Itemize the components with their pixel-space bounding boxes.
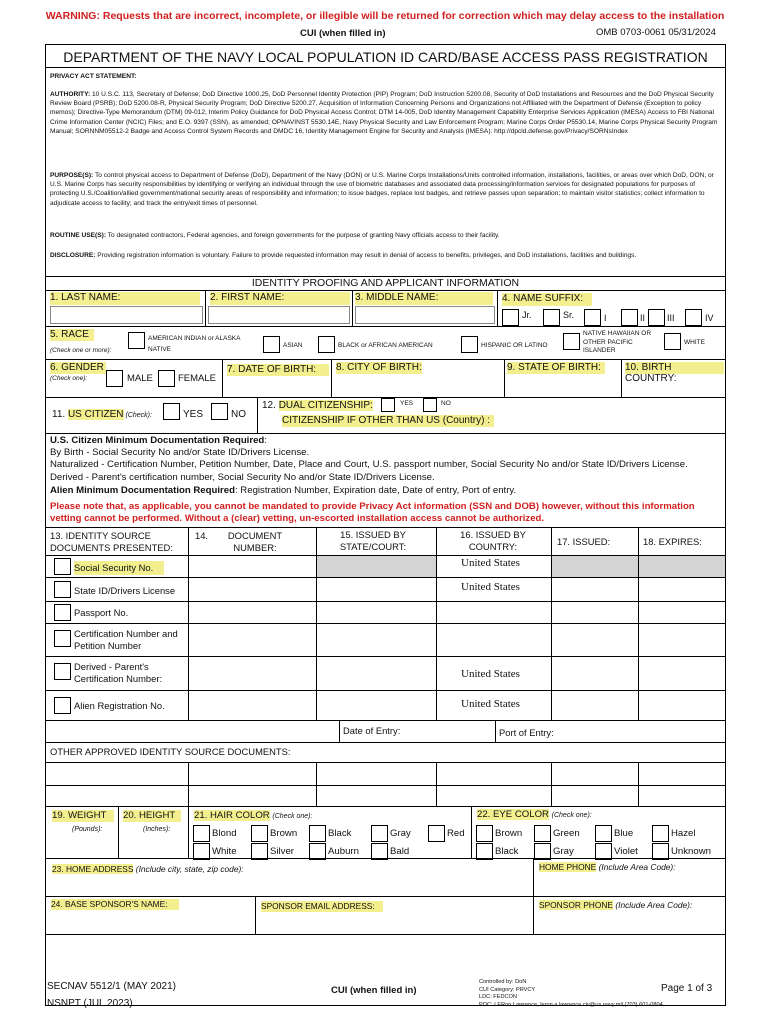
eye-blue-checkbox[interactable] [595,825,612,842]
divider [551,762,552,806]
race-pacific-islander-checkbox[interactable] [563,333,580,350]
disclosure-paragraph: DISCLOSURE: Providing registration information is voluntary. Failure to provide requested information may result in denial of access to benefits, privileges, and DoD installations, facilities and buildings. [50,252,637,259]
us-citizen-no-checkbox[interactable] [211,403,228,420]
divider [118,806,119,858]
ssn-country-value: United States [461,557,520,569]
eye-black-label: Black [495,846,519,857]
state-id-label: State ID/Drivers License [74,585,176,596]
derived-checkbox[interactable] [54,663,71,680]
sponsor-email-label: SPONSOR EMAIL ADDRESS: [261,901,383,912]
height-unit: (Inches): [143,826,171,833]
gender-male-checkbox[interactable] [106,370,123,387]
divider [46,934,725,935]
hair-red-label: Red [447,828,465,839]
divider [46,742,725,743]
omb-number: OMB 0703-0061 05/31/2024 [596,27,716,38]
ssn-state-shaded [317,556,436,577]
city-of-birth-label: 8. CITY OF BIRTH: [336,362,422,373]
dual-yes-label: YES [400,400,414,407]
other-docs-label: OTHER APPROVED IDENTITY SOURCE DOCUMENTS: [50,746,291,757]
ssn-label: Social Security No. [74,561,164,575]
suffix-iv-label: IV [705,313,714,323]
alien-label: Alien Registration No. [74,700,165,711]
cui-category: CUI Category: PRVCY [479,986,536,993]
col-issued-header: 17. ISSUED: [557,536,611,547]
divider [331,359,332,397]
eye-green-label: Green [553,828,580,839]
form-title: DEPARTMENT OF THE NAVY LOCAL POPULATION ID CARD/BASE ACCESS PASS REGISTRATION [46,46,725,68]
identity-section-title: IDENTITY PROOFING AND APPLICANT INFORMATION [251,277,520,289]
col-issued-by-country-header: 16. ISSUED BY COUNTRY: [460,529,526,552]
suffix-iii-checkbox[interactable] [648,309,665,326]
divider [46,359,725,360]
us-citizen-label: 11. US CITIZEN (Check): [52,409,152,420]
eye-unknown-label: Unknown [671,846,711,857]
divider [46,858,725,859]
dual-no-label: NO [441,400,451,407]
hair-auburn-label: Auburn [328,846,359,857]
port-of-entry-label: Port of Entry: [499,727,554,738]
hair-gray-checkbox[interactable] [371,825,388,842]
dual-citizenship-label: 12. DUAL CITIZENSHIP: [262,400,373,411]
divider [46,762,725,763]
alien-checkbox[interactable] [54,697,71,714]
hair-red-checkbox[interactable] [428,825,445,842]
race-hispanic-label: HISPANIC OR LATINO [481,342,548,349]
divider [46,785,725,786]
citizen-min-docs: U.S. Citizen Minimum Documentation Required: [50,435,267,446]
divider [533,858,534,896]
form-id: SECNAV 5512/1 (MAY 2021) [47,981,176,992]
divider [339,720,340,742]
divider [621,359,622,397]
naturalized-docs: Naturalized - Certification Number, Petition Number, Date, Place and Court, U.S. passport number, Social Security No and/or State ID/Drivers License. [50,459,688,470]
middle-name-label: 3. MIDDLE NAME: [355,292,493,305]
hair-white-label: White [212,846,237,857]
eye-violet-label: Violet [614,846,638,857]
divider [46,527,725,528]
birth-country-label: 10. BIRTH COUNTRY: [625,362,724,374]
race-american-indian-checkbox[interactable] [128,332,145,349]
state-of-birth-label: 9. STATE OF BIRTH: [507,362,605,374]
last-name-input[interactable] [50,306,203,324]
gender-female-checkbox[interactable] [158,370,175,387]
col-expires-header: 18. EXPIRES: [643,536,702,547]
col-doc-number-header: DOCUMENT NUMBER: [227,530,283,553]
divider [188,762,189,806]
dual-yes-checkbox[interactable] [381,398,395,412]
divider [46,290,725,291]
sponsor-phone-label: SPONSOR PHONE (Include Area Code): [539,900,693,910]
eye-hazel-label: Hazel [671,828,696,839]
race-black-label: BLACK or AFRICAN AMERICAN [338,342,433,349]
cui-marking-bottom: CUI (when filled in) [331,985,417,996]
gender-label: 6. GENDER [50,362,106,374]
home-phone-label: HOME PHONE (Include Area Code): [539,862,676,872]
divider [497,290,498,326]
nsnpt-id: NSNPT (JUL 2023) [47,998,133,1009]
divider [255,896,256,934]
certification-label: Certification Number and Petition Number [74,628,178,651]
page-number: Page 1 of 3 [661,983,713,994]
ssn-checkbox[interactable] [54,558,71,575]
eye-brown-checkbox[interactable] [476,825,493,842]
suffix-ii-checkbox[interactable] [621,309,638,326]
race-pacific-islander-label: NATIVE HAWAIIAN OR OTHER PACIFIC ISLANDER [583,330,652,354]
race-hint: (Check one or more): [50,347,112,354]
name-suffix-label: 4. NAME SUFFIX: [502,293,592,306]
divider [352,290,353,326]
race-white-checkbox[interactable] [664,333,681,350]
race-asian-checkbox[interactable] [263,336,280,353]
col-issued-by-state-header: 15. ISSUED BY STATE/COURT: [339,529,407,552]
cui-marking-top: CUI (when filled in) [300,28,386,39]
race-white-label: WHITE [684,339,705,346]
eye-blue-label: Blue [614,828,634,839]
hair-gray-label: Gray [390,828,411,839]
certification-checkbox[interactable] [54,630,71,647]
race-label: 5. RACE [50,329,94,341]
divider [222,359,223,397]
by-birth-docs: By Birth - Social Security No and/or State ID/Drivers License. [50,447,310,458]
divider [188,527,189,720]
dual-no-checkbox[interactable] [423,398,437,412]
date-of-entry-label: Date of Entry: [343,725,401,736]
col-identity-source-header: 13. IDENTITY SOURCE DOCUMENTS PRESENTED: [50,530,173,553]
hair-black-checkbox[interactable] [309,825,326,842]
height-label: 20. HEIGHT [123,810,181,822]
privacy-note: Please note that, as applicable, you cannot be mandated to provide Privacy Act information (SSN and DOB) however, without this information vetting cannot be performed. Without a (clear) vetting, un-escorted installation access cannot be authorized. [50,501,695,524]
weight-unit: (Pounds): [72,826,103,833]
derived-label: Derived - Parent's Certification Number: [74,661,163,684]
routine-use-paragraph: ROUTINE USE(S): To designated contractors, Federal agencies, and foreign governments for the purpose of granting Navy officials access to their facility. [50,232,500,239]
eye-gray-label: Gray [553,846,574,857]
controlled-by: Controlled by: DoN [479,979,527,985]
suffix-ii-label: II [640,313,646,323]
divider [46,656,725,657]
eye-color-label: 22. EYE COLOR (Check one): [477,809,592,820]
race-american-indian-label: AMERICAN INDIAN or ALASKA NATIVE [148,335,241,353]
suffix-i-checkbox[interactable] [584,309,601,326]
us-citizen-no-label: NO [231,409,246,420]
first-name-input[interactable] [208,306,350,324]
hair-brown-checkbox[interactable] [251,825,268,842]
alien-min-docs: Alien Minimum Documentation Required: Registration Number, Expiration date, Date of entry, Port of entry. [50,485,517,496]
hair-blond-checkbox[interactable] [193,825,210,842]
suffix-iii-label: III [667,313,675,323]
gender-male-label: MALE [127,373,153,384]
suffix-jr-label: Jr. [522,310,532,320]
divider [46,896,725,897]
privacy-heading: PRIVACY ACT STATEMENT: [50,73,137,80]
divider [316,762,317,806]
suffix-sr-label: Sr. [563,310,575,320]
first-name-label: 2. FIRST NAME: [210,292,350,305]
alien-country-value: United States [461,698,520,710]
weight-label: 19. WEIGHT [52,810,114,822]
hair-brown-label: Brown [270,828,298,839]
warning-banner: WARNING: Requests that are incorrect, incomplete, or illegible will be returned for correction which may delay access to the installation [45,10,725,22]
passport-label: Passport No. [74,607,129,618]
divider [46,806,725,807]
hair-blond-label: Blond [212,828,237,839]
race-black-checkbox[interactable] [318,336,335,353]
divider [436,527,437,720]
divider [495,720,496,742]
hair-color-label: 21. HAIR COLOR (Check one): [194,810,313,821]
hair-silver-label: Silver [270,846,294,857]
dob-label: 7. DATE OF BIRTH: [227,364,329,376]
other-citizenship-label: CITIZENSHIP IF OTHER THAN US (Country) : [282,415,494,427]
controlled-by-block [479,979,663,1009]
ssn-issued-shaded [552,556,638,577]
divider [533,896,534,934]
eye-green-checkbox[interactable] [534,825,551,842]
poc: POC: LERon Lawrence, leron.a.lawrence.civ@us.navy.mil,(703) 601-0804 [479,1001,663,1008]
last-name-label: 1. LAST NAME: [50,292,200,305]
hair-bald-label: Bald [390,846,410,857]
suffix-i-label: I [604,313,607,323]
divider [257,397,258,433]
derived-country-value: United States [461,668,520,680]
state-id-checkbox[interactable] [54,581,71,598]
home-address-label: 23. HOME ADDRESS (Include city, state, zip code): [52,864,244,874]
divider [205,290,206,326]
divider [46,720,725,721]
us-citizen-yes-label: YES [183,409,204,420]
divider [504,359,505,397]
divider [46,326,725,327]
suffix-jr-checkbox[interactable] [502,309,519,326]
derived-docs: Derived - Parent's certification number, Social Security No and/or State ID/Drivers License. [50,472,435,483]
sponsor-name-label: 24. BASE SPONSOR'S NAME: [51,899,179,910]
race-hispanic-checkbox[interactable] [461,336,478,353]
suffix-sr-checkbox[interactable] [543,309,560,326]
divider [46,690,725,691]
divider [471,806,472,858]
gender-hint: (Check one): [50,375,88,382]
ssn-expires-shaded [639,556,725,577]
passport-checkbox[interactable] [54,604,71,621]
suffix-iv-checkbox[interactable] [685,309,702,326]
divider [188,806,189,858]
divider [46,577,725,578]
divider [46,601,725,602]
col-doc-number-num: 14. [195,530,209,541]
hair-black-label: Black [328,828,352,839]
eye-hazel-checkbox[interactable] [652,825,669,842]
authority-paragraph: AUTHORITY: 10 U.S.C. 113, Secretary of Defense; DoD Directive 1000.25, DoD Personnel Identity Protection (PIP) Program; DoD Instruction 5200.08, Security of DoD Installations and Resources and the DoD Physical Security Review Board (PSRB); DoD 5200.08-R, Physical Security Program; DoD Directive 5200.27, Acquisition of Information Concerning Persons and Organizations not Affiliated with the Department of Defense (Exception to policy memos); Directive-Type Memorandum (DTM) 09-012, Interim Policy Guidance for DoD Physical Access Control; DTM 14-005, DoD Identity Management Capability Enterprise Services Application (IMESA) Access to FBI National Crime Information Center (NCIC) Files; and E.O. 9397 (SSN), as amended; OPNAVINST 5530.14E, Navy Physical Security and Law Enforcement Program; Marine Corps Order P5530.14, Marine Corps Physical Security Program Manual; SORNNM05512-2 Badge and Access Control System Records and DMDC 16, Identity Management Engine for Security and Analysis (IMESA): http://dpcld.defense.gov/Privacy/SORNsIndex [50,91,718,135]
divider [638,762,639,806]
gender-female-label: FEMALE [178,373,217,384]
eye-brown-label: Brown [495,828,523,839]
divider [46,433,725,434]
ldc: LDC: FEDCON [479,994,517,1001]
middle-name-input[interactable] [355,306,495,324]
state-id-country-value: United States [461,581,520,593]
divider [436,762,437,806]
divider [46,623,725,624]
race-asian-label: ASIAN [283,342,303,349]
us-citizen-yes-checkbox[interactable] [163,403,180,420]
purpose-paragraph: PURPOSE(S): To control physical access to Department of Defense (DoD), Department of the Navy (DON) or U.S. Marine Corps Installations/Units controlled information, installations, facilities, or areas over which DoD, DON, or U.S. Marine Corps has security responsibilities by identifying or verifying an individual through the use of biometric databases and associated data processing/information services for designated populations for purposes of protecting U.S./Coalition/allied government/national security areas of responsibility and information; to issue badges, replace lost badges, and retrieve passes upon separation; to maintain visitor statistics; collect information to adjudicate access to facility; and track the entry/exit times of personnel. [50,172,714,207]
